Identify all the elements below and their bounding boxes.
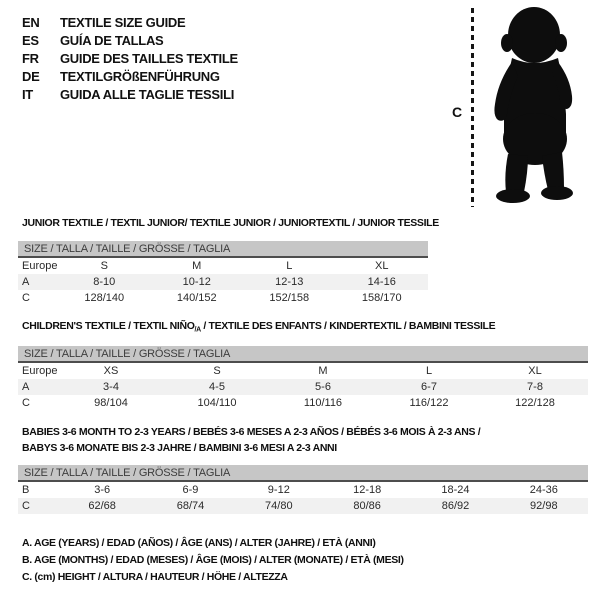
children-title-text: CHILDREN'S TEXTILE / TEXTIL NIÑO <box>22 320 195 332</box>
row-label: C <box>22 397 30 409</box>
row-label: Europe <box>22 365 58 377</box>
height-cell: 116/122 <box>409 397 449 409</box>
children-title-subscript: /A <box>194 326 201 334</box>
age-cell: 6-7 <box>421 381 437 393</box>
language-code: EN <box>22 14 40 30</box>
table-row <box>18 274 428 290</box>
size-cell: M <box>192 260 202 272</box>
note-age-months: B. AGE (MONTHS) / EDAD (MESES) / ÂGE (MOIS) / ALTER (MONATE) / ETÀ (MESI) <box>22 554 404 566</box>
row-label: A <box>22 381 30 393</box>
language-row-de <box>22 67 238 85</box>
junior-size-table <box>18 241 428 306</box>
age-cell: 9-12 <box>267 484 290 496</box>
table-row <box>18 290 428 306</box>
size-cell: S <box>100 260 108 272</box>
size-header-bar: SIZE / TALLA / TAILLE / GRÖSSE / TAGLIA <box>18 465 588 482</box>
age-cell: 8-10 <box>93 276 116 288</box>
note-height-cm: C. (cm) HEIGHT / ALTURA / HAUTEUR / HÖHE / ALTEZZA <box>22 571 288 583</box>
height-cell: 74/80 <box>265 500 293 512</box>
age-cell: 18-24 <box>441 484 470 496</box>
guide-title: GUÍA DE TALLAS <box>60 32 164 48</box>
height-cell: 92/98 <box>530 500 558 512</box>
language-code: ES <box>22 32 39 48</box>
babies-title-line2: BABYS 3-6 MONATE BIS 2-3 JAHRE / BAMBINI 3-6 MESI A 2-3 ANNI <box>22 442 337 454</box>
age-cell: 3-6 <box>94 484 111 496</box>
age-cell: 3-4 <box>103 381 119 393</box>
table-row <box>18 258 428 274</box>
guide-title: GUIDA ALLE TAGLIE TESSILI <box>60 86 235 102</box>
guide-title: TEXTILE SIZE GUIDE <box>60 14 186 30</box>
size-cell: M <box>318 365 328 377</box>
row-label: A <box>22 276 30 288</box>
height-cell: 128/140 <box>84 292 125 304</box>
babies-size-table <box>18 465 588 514</box>
note-age-years: A. AGE (YEARS) / EDAD (AÑOS) / ÂGE (ANS) / ALTER (JAHRE) / ETÀ (ANNI) <box>22 537 376 549</box>
babies-title-line1: BABIES 3-6 MONTH TO 2-3 YEARS / BEBÉS 3-6 MESES A 2-3 AÑOS / BÉBÉS 3-6 MOIS À 2-3 ANS / <box>22 426 481 438</box>
table-row <box>18 363 588 379</box>
table-row <box>18 395 588 411</box>
height-cell: 68/74 <box>176 500 205 512</box>
height-cell: 80/86 <box>353 500 381 512</box>
age-cell: 14-16 <box>367 276 396 288</box>
age-cell: 24-36 <box>529 484 558 496</box>
row-label: Europe <box>22 260 58 272</box>
size-cell: XS <box>103 365 119 377</box>
row-label: C <box>22 500 30 512</box>
size-cell: XL <box>528 365 542 377</box>
height-measure-label: C <box>452 104 463 120</box>
baby-silhouette-icon <box>482 4 588 209</box>
junior-table-title: JUNIOR TEXTILE / TEXTIL JUNIOR/ TEXTILE JUNIOR / JUNIORTEXTIL / JUNIOR TESSILE <box>22 217 439 229</box>
size-cell: XL <box>375 260 389 272</box>
age-cell: 12-13 <box>275 276 304 288</box>
size-cell: S <box>213 365 221 377</box>
language-row-es <box>22 31 238 49</box>
age-cell: 7-8 <box>527 381 543 393</box>
legend-notes <box>22 535 404 586</box>
height-cell: 152/158 <box>269 292 310 304</box>
height-cell: 110/116 <box>303 397 343 409</box>
height-cell: 140/152 <box>176 292 217 304</box>
language-row-en <box>22 13 238 31</box>
language-code: IT <box>22 86 33 102</box>
language-code: FR <box>22 50 39 66</box>
height-cell: 86/92 <box>441 500 470 512</box>
size-cell: L <box>425 365 433 377</box>
children-size-table <box>18 346 588 411</box>
language-row-it <box>22 85 238 103</box>
language-header <box>22 13 238 103</box>
age-cell: 6-9 <box>182 484 199 496</box>
guide-title: GUIDE DES TAILLES TEXTILE <box>60 50 238 66</box>
height-cell: 104/110 <box>197 397 237 409</box>
age-cell: 10-12 <box>182 276 211 288</box>
table-row <box>18 498 588 514</box>
size-header-bar: SIZE / TALLA / TAILLE / GRÖSSE / TAGLIA <box>18 241 428 258</box>
row-label: B <box>22 484 30 496</box>
age-cell: 5-6 <box>315 381 331 393</box>
age-cell: 4-5 <box>209 381 225 393</box>
language-code: DE <box>22 68 40 84</box>
guide-title: TEXTILGRÖßENFÜHRUNG <box>60 68 220 84</box>
height-cell: 98/104 <box>94 397 128 409</box>
height-measure-dashed-line <box>471 8 474 207</box>
children-title-text: / TEXTILE DES ENFANTS / KINDERTEXTIL / BAMBINI TESSILE <box>200 320 496 332</box>
children-table-title <box>22 320 495 334</box>
height-cell: 158/170 <box>361 292 402 304</box>
table-row <box>18 482 588 498</box>
language-row-fr <box>22 49 238 67</box>
height-cell: 122/128 <box>515 397 555 409</box>
size-cell: L <box>286 260 293 272</box>
babies-table-title <box>22 424 480 456</box>
table-row <box>18 379 588 395</box>
height-cell: 62/68 <box>88 500 116 512</box>
size-header-bar: SIZE / TALLA / TAILLE / GRÖSSE / TAGLIA <box>18 346 588 363</box>
age-cell: 12-18 <box>353 484 382 496</box>
row-label: C <box>22 292 30 304</box>
